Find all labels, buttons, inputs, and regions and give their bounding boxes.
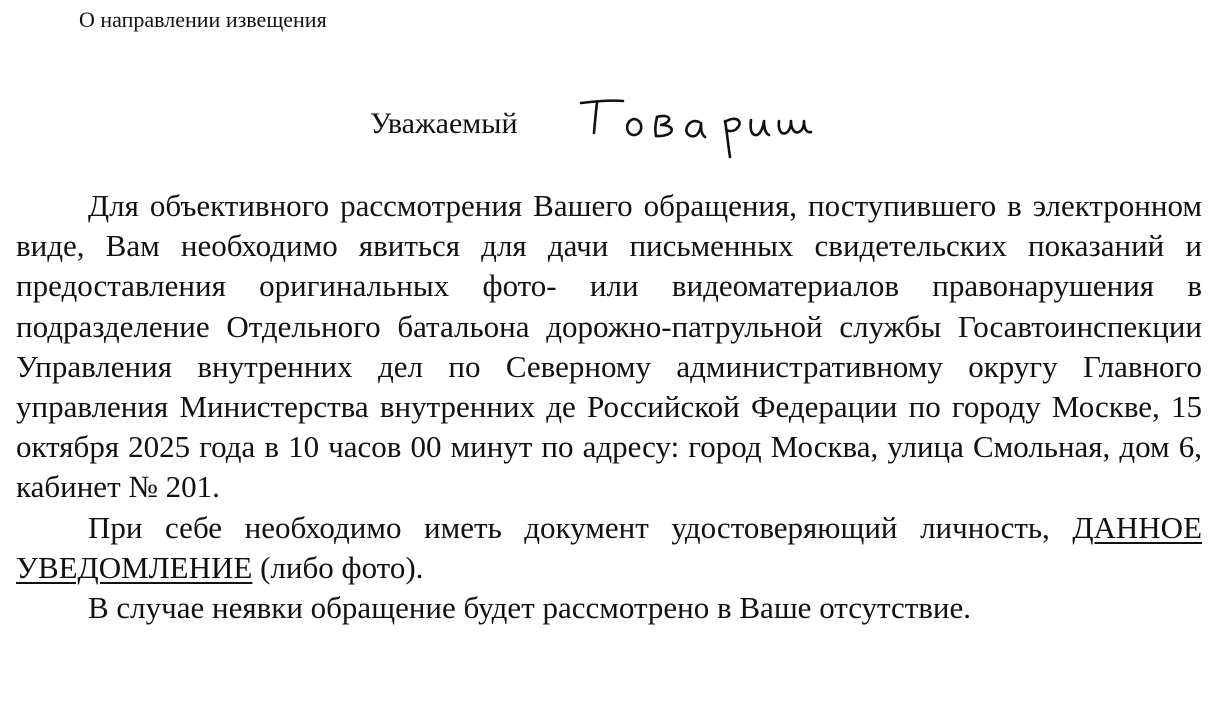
handwritten-name (575, 95, 845, 159)
paragraph-required-documents (16, 508, 1202, 588)
document-subject: О направлении извещения (79, 7, 327, 32)
photo-note: (либо фото). (260, 549, 424, 585)
required-documents-text: При себе необходимо иметь документ удостоверяющий личность, (88, 509, 1050, 545)
paragraph-absence: В случае неявки обращение будет рассмотрено в Ваше отсутствие. (88, 590, 972, 626)
notice-underlined: ДАННОЕ УВЕДОМЛЕНИЕ (16, 509, 1203, 585)
salutation: Уважаемый (370, 107, 518, 140)
paragraph-summons: Для объективного рассмотрения Вашего обращения, поступившего в электронном виде, Вам необходимо явиться для дачи письменных свидетельских показаний и предоставления оригинальных фото- или видеоматериалов правонарушения в подразделение Отдельного батальона дорожно-патрульной службы Госавтоинспекции Управления внутренних дел по Северному административному округу Главного управления Министерства внутренних де Российской Федерации по городу Москве, 15 октября 2025 года в 10 часов 00 минут по адресу: город Москва, улица Смольная, дом 6, кабинет № 201. (16, 188, 1202, 505)
greeting (0, 95, 1213, 165)
letter-body (16, 186, 1202, 628)
